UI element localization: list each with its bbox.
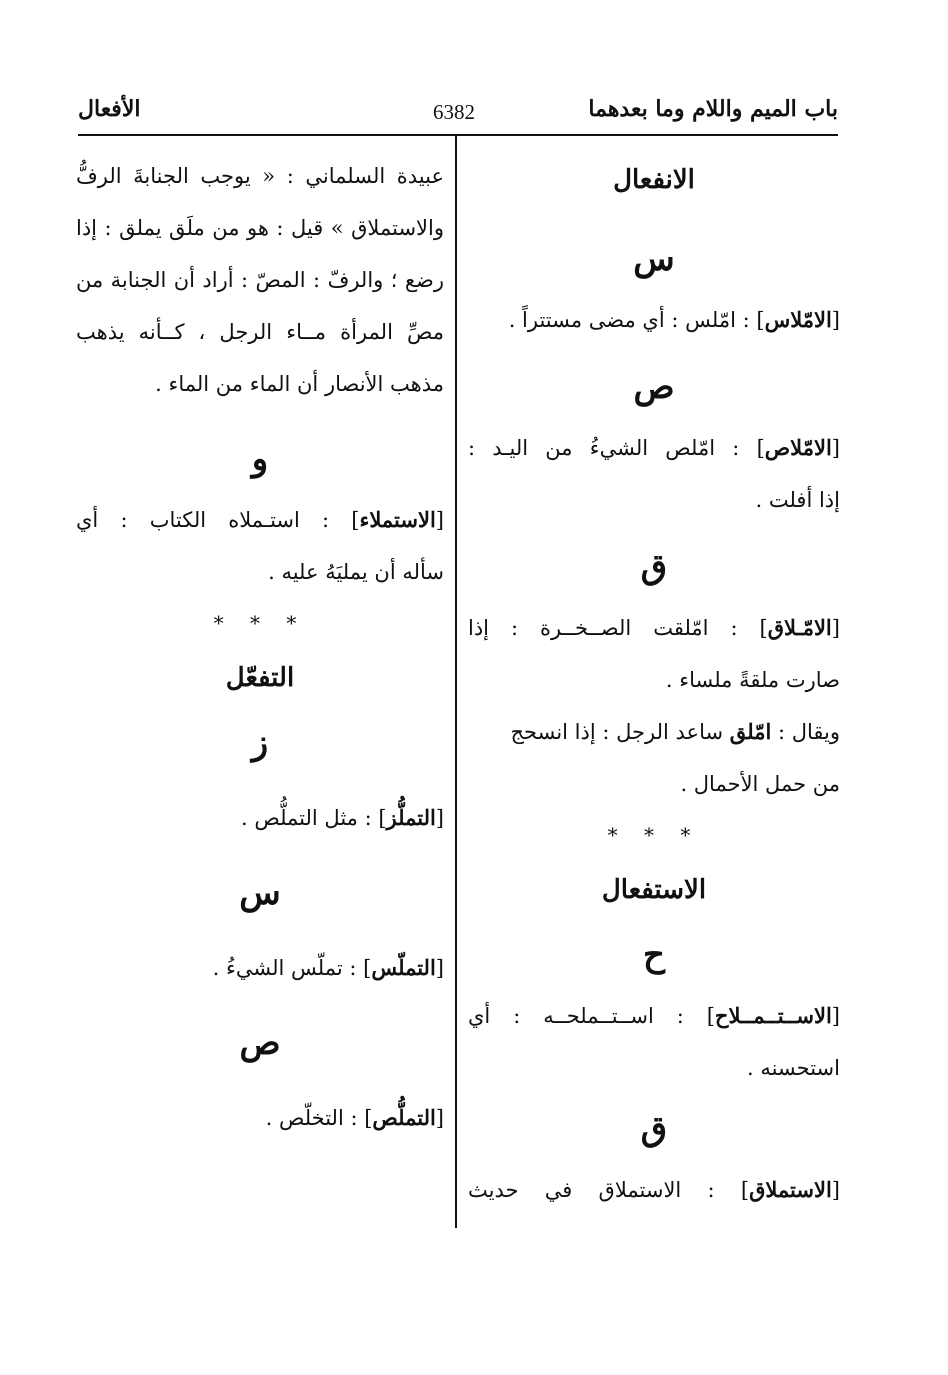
entry-term: امّلق (729, 719, 772, 744)
left-column (76, 150, 444, 1144)
entry-text: ساعد الرجل : إذا انسحج (510, 720, 730, 744)
section-heading: الاستفعال (601, 875, 707, 905)
entry-text: : تملّس الشيءُ . (212, 956, 357, 980)
entry-line: [الاســتــمــلاح] : اســتــملحــه : أي (468, 1003, 840, 1028)
entry-term: التملّس (371, 955, 436, 980)
page-header (78, 96, 838, 130)
section-heading: التفعّل (225, 663, 295, 693)
entry-text: : استـملاه الكتاب : أي (76, 508, 330, 532)
entry-text: : التخلّص . (265, 1106, 358, 1130)
letter-heading: ص (239, 1023, 281, 1063)
entry-text: : امّلص الشيءُ من اليـد : (468, 436, 740, 460)
entry-text: : امّلقت الصــخــرة : إذا (468, 616, 738, 640)
entry-line: رضع ؛ والرفّ : المصّ : أراد أن الجنابة من (76, 268, 444, 292)
entry-term: التملُّز (386, 805, 436, 830)
entry-term: الامّلاس (764, 307, 832, 332)
section-heading: الانفعال (613, 165, 695, 195)
page-number: 6382 (433, 100, 475, 124)
header-rule (78, 134, 838, 136)
entry-term: الاستملاق (749, 1177, 832, 1202)
entry-line: من حمل الأحمال . (680, 772, 840, 796)
entry-line: والاستملاق » قيل : هو من ملَق يملق : إذا (76, 216, 444, 240)
letter-heading: و (251, 439, 269, 479)
entry-line: عبيدة السلماني : « يوجب الجنابةَ الرفُّ (76, 164, 444, 188)
entry-line: سأله أن يمليَهُ عليه . (268, 560, 444, 584)
entry-line: [الامّلاس] : امّلس : أي مضى مستتراً . (508, 307, 840, 332)
entry-text: : مثل التملُّص . (241, 806, 372, 830)
section-separator: * * * (607, 823, 701, 847)
entry-term: الامّلاص (764, 435, 832, 460)
entry-text: : امّلس : أي مضى مستتراً . (508, 308, 750, 332)
header-chapter-title: باب الميم واللام وما بعدهما (588, 96, 838, 122)
entry-line (468, 706, 840, 758)
entry-term: التملُّص (372, 1105, 436, 1130)
letter-heading: ق (640, 1109, 668, 1149)
entry-line: [التملُّز] : مثل التملُّص . (241, 805, 444, 830)
letter-heading: ق (640, 547, 668, 587)
header-section-title: الأفعال (78, 96, 141, 122)
entry-line: [التملُّص] : التخلّص . (265, 1105, 444, 1130)
right-column (468, 150, 840, 1216)
entry-text: : اســتــملحــه : أي (468, 1004, 684, 1028)
letter-heading: س (633, 239, 675, 279)
letter-heading: ز (251, 723, 269, 763)
entry-term: الامّـلاق (767, 615, 832, 640)
section-separator: * * * (213, 611, 307, 635)
entry-text: ويقال : (771, 720, 840, 744)
column-divider (455, 136, 457, 1228)
entry-line: مذهب الأنصار أن الماء من الماء . (155, 372, 444, 396)
letter-heading: ص (633, 367, 675, 407)
entry-line: [الامّلاص] : امّلص الشيءُ من اليـد : (468, 435, 840, 460)
entry-term: الاســتــمــلاح (714, 1003, 832, 1028)
entry-line: صارت ملقةً ملساء . (665, 668, 840, 692)
entry-line: [الاستملاء] : استـملاه الكتاب : أي (76, 507, 444, 532)
letter-heading: ح (643, 935, 665, 975)
entry-line: مصِّ المرأة مــاء الرجل ، كــأنه يذهب (76, 320, 444, 344)
entry-term: الاستملاء (359, 507, 436, 532)
entry-line: [الامّـلاق] : امّلقت الصــخــرة : إذا (468, 615, 840, 640)
entry-text: : الاستملاق في حديث (468, 1178, 715, 1202)
letter-heading: س (239, 873, 281, 913)
entry-line: [الاستملاق] : الاستملاق في حديث (468, 1177, 840, 1202)
entry-line: [التملّس] : تملّس الشيءُ . (212, 955, 444, 980)
entry-line: استحسنه . (746, 1056, 840, 1080)
entry-line: إذا أفلت . (755, 488, 840, 512)
